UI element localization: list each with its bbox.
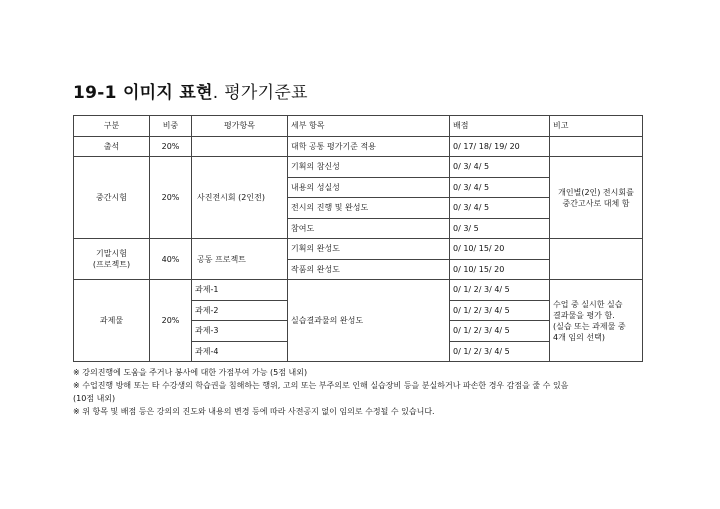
- category-line: (프로젝트): [92, 260, 131, 269]
- note-line: 중간고사로 대체 함: [562, 198, 630, 208]
- weight-cell: 20%: [150, 136, 192, 157]
- table-row: [74, 280, 643, 301]
- assignment-item-cell: 과제-2: [192, 300, 288, 321]
- table-row: [74, 136, 643, 157]
- category-line: 기말시험: [96, 249, 127, 258]
- note-line: 개인별(2인) 전시회를: [558, 187, 634, 197]
- score-cell: 0/ 3/ 4/ 5: [450, 157, 550, 178]
- note-line: (실습 또는 과제물 중: [553, 321, 626, 331]
- score-cell: 0/ 1/ 2/ 3/ 4/ 5: [450, 341, 550, 362]
- score-cell: 0/ 3/ 4/ 5: [450, 177, 550, 198]
- category-cell: [74, 239, 150, 280]
- score-cell: 0/ 1/ 2/ 3/ 4/ 5: [450, 280, 550, 301]
- detail-cell: 전시의 진행 및 완성도: [288, 198, 450, 219]
- eval-item-cell: [192, 136, 288, 157]
- score-cell: 0/ 1/ 2/ 3/ 4/ 5: [450, 321, 550, 342]
- assignment-item-cell: 과제-4: [192, 341, 288, 362]
- note-line: 결과물을 평가 함.: [553, 310, 615, 320]
- detail-cell: 실습결과물의 완성도: [288, 280, 450, 362]
- score-cell: 0/ 3/ 4/ 5: [450, 198, 550, 219]
- header-category: 구분: [74, 116, 150, 137]
- table-row: [74, 157, 643, 178]
- detail-cell: 기획의 참신성: [288, 157, 450, 178]
- footnote: ※ 수업진행 방해 또는 타 수강생의 학습권을 침해하는 행위, 고의 또는 부주의로 인해 실습장비 등을 분실하거나 파손한 경우 감점을 줄 수 있음: [73, 381, 569, 390]
- table-header-row: [74, 116, 643, 137]
- detail-cell: 대학 공통 평가기준 적용: [288, 136, 450, 157]
- header-note: 비고: [550, 116, 643, 137]
- footnotes: [73, 367, 658, 419]
- detail-cell: 내용의 성실성: [288, 177, 450, 198]
- category-cell: 출석: [74, 136, 150, 157]
- category-cell: 중간시험: [74, 157, 150, 239]
- header-detail: 세부 항목: [288, 116, 450, 137]
- page-title: [73, 83, 308, 103]
- footnote: ※ 위 항목 및 배점 등은 강의의 진도와 내용의 변경 등에 따라 사전공지 없이 임의로 수정될 수 있습니다.: [73, 407, 435, 416]
- note-cell: [550, 239, 643, 280]
- score-cell: 0/ 10/ 15/ 20: [450, 259, 550, 280]
- title-number: 19-1 이미지 표현: [73, 83, 213, 103]
- eval-item-cell: 공동 프로젝트: [192, 239, 288, 280]
- score-cell: 0/ 3/ 5: [450, 218, 550, 239]
- footnote: (10점 내외): [73, 394, 116, 403]
- score-cell: 0/ 17/ 18/ 19/ 20: [450, 136, 550, 157]
- header-weight: 비중: [150, 116, 192, 137]
- eval-item-cell: 사진전시회 (2인전): [192, 157, 288, 239]
- score-cell: 0/ 10/ 15/ 20: [450, 239, 550, 260]
- detail-cell: 기획의 완성도: [288, 239, 450, 260]
- weight-cell: 20%: [150, 280, 192, 362]
- note-line: 수업 중 실시한 실습: [553, 299, 623, 309]
- assignment-item-cell: 과제-1: [192, 280, 288, 301]
- footnote: ※ 강의진행에 도움을 주거나 봉사에 대한 가점부여 가능 (5점 내외): [73, 368, 308, 377]
- note-cell: [550, 157, 643, 239]
- evaluation-table: [73, 115, 643, 362]
- category-cell: 과제물: [74, 280, 150, 362]
- table-row: [74, 239, 643, 260]
- detail-cell: 작품의 완성도: [288, 259, 450, 280]
- weight-cell: 40%: [150, 239, 192, 280]
- header-eval-item: 평가항목: [192, 116, 288, 137]
- score-cell: 0/ 1/ 2/ 3/ 4/ 5: [450, 300, 550, 321]
- title-suffix: . 평가기준표: [212, 83, 308, 103]
- header-score: 배점: [450, 116, 550, 137]
- note-cell: [550, 280, 643, 362]
- assignment-item-cell: 과제-3: [192, 321, 288, 342]
- detail-cell: 참여도: [288, 218, 450, 239]
- note-cell: [550, 136, 643, 157]
- note-line: 4개 임의 선택): [553, 332, 605, 342]
- weight-cell: 20%: [150, 157, 192, 239]
